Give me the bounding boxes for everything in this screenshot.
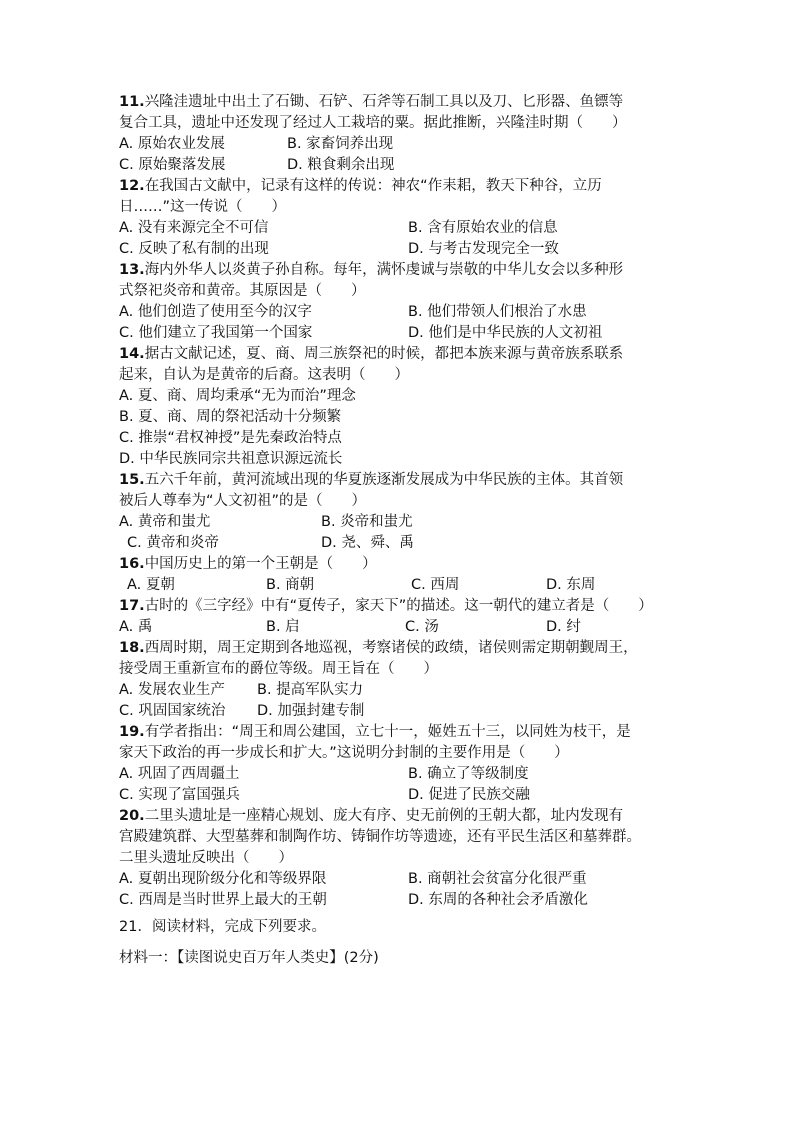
- question-text: 家天下政治的再一步成长和扩大。”这说明分封制的主要作用是（ ）: [119, 745, 569, 761]
- option-d[interactable]: D. 加强封建专制: [257, 703, 365, 719]
- option-b[interactable]: B. 炎帝和蚩尤: [321, 514, 413, 530]
- question-text: 五六千年前，黄河流域出现的华夏族逐渐发展成为中华民族的主体。其首领: [144, 472, 624, 488]
- question-text: 在我国古文献中，记录有这样的传说：神农“作耒耜，教天下种谷，立历: [144, 178, 602, 194]
- option-a[interactable]: A. 黄帝和蚩尤: [119, 514, 211, 530]
- exam-page: [119, 92, 679, 969]
- question-text: 据古文献记述，夏、商、周三族祭祀的时候，都把本族来源与黄帝族系联系: [144, 346, 624, 362]
- option-b[interactable]: B. 家畜饲养出现: [287, 136, 394, 152]
- question-number: 20.: [119, 808, 145, 824]
- option-c[interactable]: C. 黄帝和炎帝: [127, 535, 219, 551]
- option-c[interactable]: C. 他们建立了我国第一个国家: [119, 325, 313, 341]
- question-17: [119, 596, 679, 638]
- option-a[interactable]: A. 没有来源完全不可信: [119, 220, 269, 236]
- question-14: [119, 344, 679, 470]
- option-a[interactable]: A. 夏朝出现阶级分化和等级界限: [119, 871, 327, 887]
- question-text: 被后人尊奉为“人文初祖”的是（ ）: [119, 493, 367, 509]
- option-b[interactable]: B. 提高军队实力: [257, 682, 364, 698]
- option-c[interactable]: C. 西周: [411, 577, 460, 593]
- question-15: [119, 470, 679, 554]
- option-b[interactable]: B. 含有原始农业的信息: [408, 220, 558, 236]
- question-number: 18.: [119, 640, 145, 656]
- option-d[interactable]: D. 与考古发现完全一致: [408, 241, 559, 257]
- option-d[interactable]: D. 中华民族同宗共祖意识源远流长: [119, 451, 343, 467]
- question-text: 起来，自认为是黄帝的后裔。这表明（ ）: [119, 367, 409, 383]
- question-13: [119, 260, 679, 344]
- question-text: 接受周王重新宣布的爵位等级。周王旨在（ ）: [119, 661, 438, 677]
- question-text: 日……”这一传说（ ）: [119, 199, 287, 215]
- question-text: 宫殿建筑群、大型墓葬和制陶作坊、铸铜作坊等遗迹，还有平民生活区和墓葬群。: [119, 829, 641, 845]
- option-b[interactable]: B. 商朝社会贫富分化很严重: [408, 871, 587, 887]
- option-a[interactable]: A. 发展农业生产: [119, 682, 225, 698]
- question-text: 中国历史上的第一个王朝是（ ）: [144, 556, 377, 572]
- option-a[interactable]: A. 他们创造了使用至今的汉字: [119, 304, 312, 320]
- option-a[interactable]: A. 夏朝: [127, 577, 175, 593]
- option-b[interactable]: B. 他们带领人们根治了水患: [408, 304, 587, 320]
- option-b[interactable]: B. 夏、商、周的祭祀活动十分频繁: [119, 409, 342, 425]
- option-c[interactable]: C. 原始聚落发展: [119, 157, 226, 173]
- option-d[interactable]: D. 促进了民族交融: [408, 787, 530, 803]
- option-a[interactable]: A. 巩固了西周疆土: [119, 766, 240, 782]
- option-b[interactable]: B. 启: [266, 619, 300, 635]
- option-d[interactable]: D. 纣: [546, 619, 581, 635]
- question-text: 海内外华人以炎黄子孙自称。每年，满怀虔诚与崇敬的中华儿女会以多种形: [144, 262, 624, 278]
- option-a[interactable]: A. 原始农业发展: [119, 136, 225, 152]
- option-c[interactable]: C. 巩固国家统治: [119, 703, 226, 719]
- question-text: 有学者指出：“周王和周公建国，立七十一，姬姓五十三，以同姓为枝干，是: [144, 724, 631, 740]
- question-text: 古时的《三字经》中有“夏传子，家天下”的描述。这一朝代的建立者是（ ）: [144, 598, 653, 614]
- option-d[interactable]: D. 他们是中华民族的人文初祖: [408, 325, 603, 341]
- option-c[interactable]: C. 汤: [405, 619, 439, 635]
- option-c[interactable]: C. 西周是当时世界上最大的王朝: [119, 892, 327, 908]
- question-number: 19.: [119, 724, 145, 740]
- question-text: 二里头遗址反映出（ ）: [119, 850, 293, 866]
- option-d[interactable]: D. 尧、舜、禹: [321, 535, 414, 551]
- option-c[interactable]: C. 推崇“君权神授”是先秦政治特点: [119, 430, 342, 446]
- question-text: 西周时期，周王定期到各地巡视，考察诸侯的政绩，诸侯则需定期朝觐周王，: [144, 640, 638, 656]
- question-text: 复合工具，遗址中还发现了经过人工栽培的粟。据此推断，兴隆洼时期（ ）: [119, 115, 627, 131]
- option-b[interactable]: B. 确立了等级制度: [408, 766, 529, 782]
- question-text: 兴隆洼遗址中出土了石锄、石铲、石斧等石制工具以及刀、匕形器、鱼镖等: [144, 94, 624, 110]
- question-11: [119, 92, 679, 176]
- option-d[interactable]: D. 东周: [546, 577, 596, 593]
- option-d[interactable]: D. 粮食剩余出现: [287, 157, 395, 173]
- question-16: [119, 554, 679, 596]
- question-18: [119, 638, 679, 722]
- question-number: 15.: [119, 472, 145, 488]
- question-number: 16.: [119, 556, 145, 572]
- option-b[interactable]: B. 商朝: [266, 577, 315, 593]
- option-c[interactable]: C. 反映了私有制的出现: [119, 241, 269, 257]
- option-d[interactable]: D. 东周的各种社会矛盾激化: [408, 892, 588, 908]
- question-text: 二里头遗址是一座精心规划、庞大有序、史无前例的王朝大都，址内发现有: [144, 808, 624, 824]
- question-number: 14.: [119, 346, 145, 362]
- question-number: 13.: [119, 262, 145, 278]
- question-text: 式祭祀炎帝和黄帝。其原因是（ ）: [119, 283, 366, 299]
- question-number: 11.: [119, 94, 145, 110]
- material-one-heading: 材料一：【读图说史百万年人类史】(2分): [119, 950, 379, 966]
- question-20: [119, 806, 679, 911]
- option-a[interactable]: A. 禹: [119, 619, 153, 635]
- option-a[interactable]: A. 夏、商、周均秉承“无为而治”理念: [119, 388, 356, 404]
- option-c[interactable]: C. 实现了富国强兵: [119, 787, 240, 803]
- question-19: [119, 722, 679, 806]
- question-number: 17.: [119, 598, 145, 614]
- question-12: [119, 176, 679, 260]
- question-21-prompt: 21．阅读材料，完成下列要求。: [119, 919, 326, 935]
- question-number: 12.: [119, 178, 145, 194]
